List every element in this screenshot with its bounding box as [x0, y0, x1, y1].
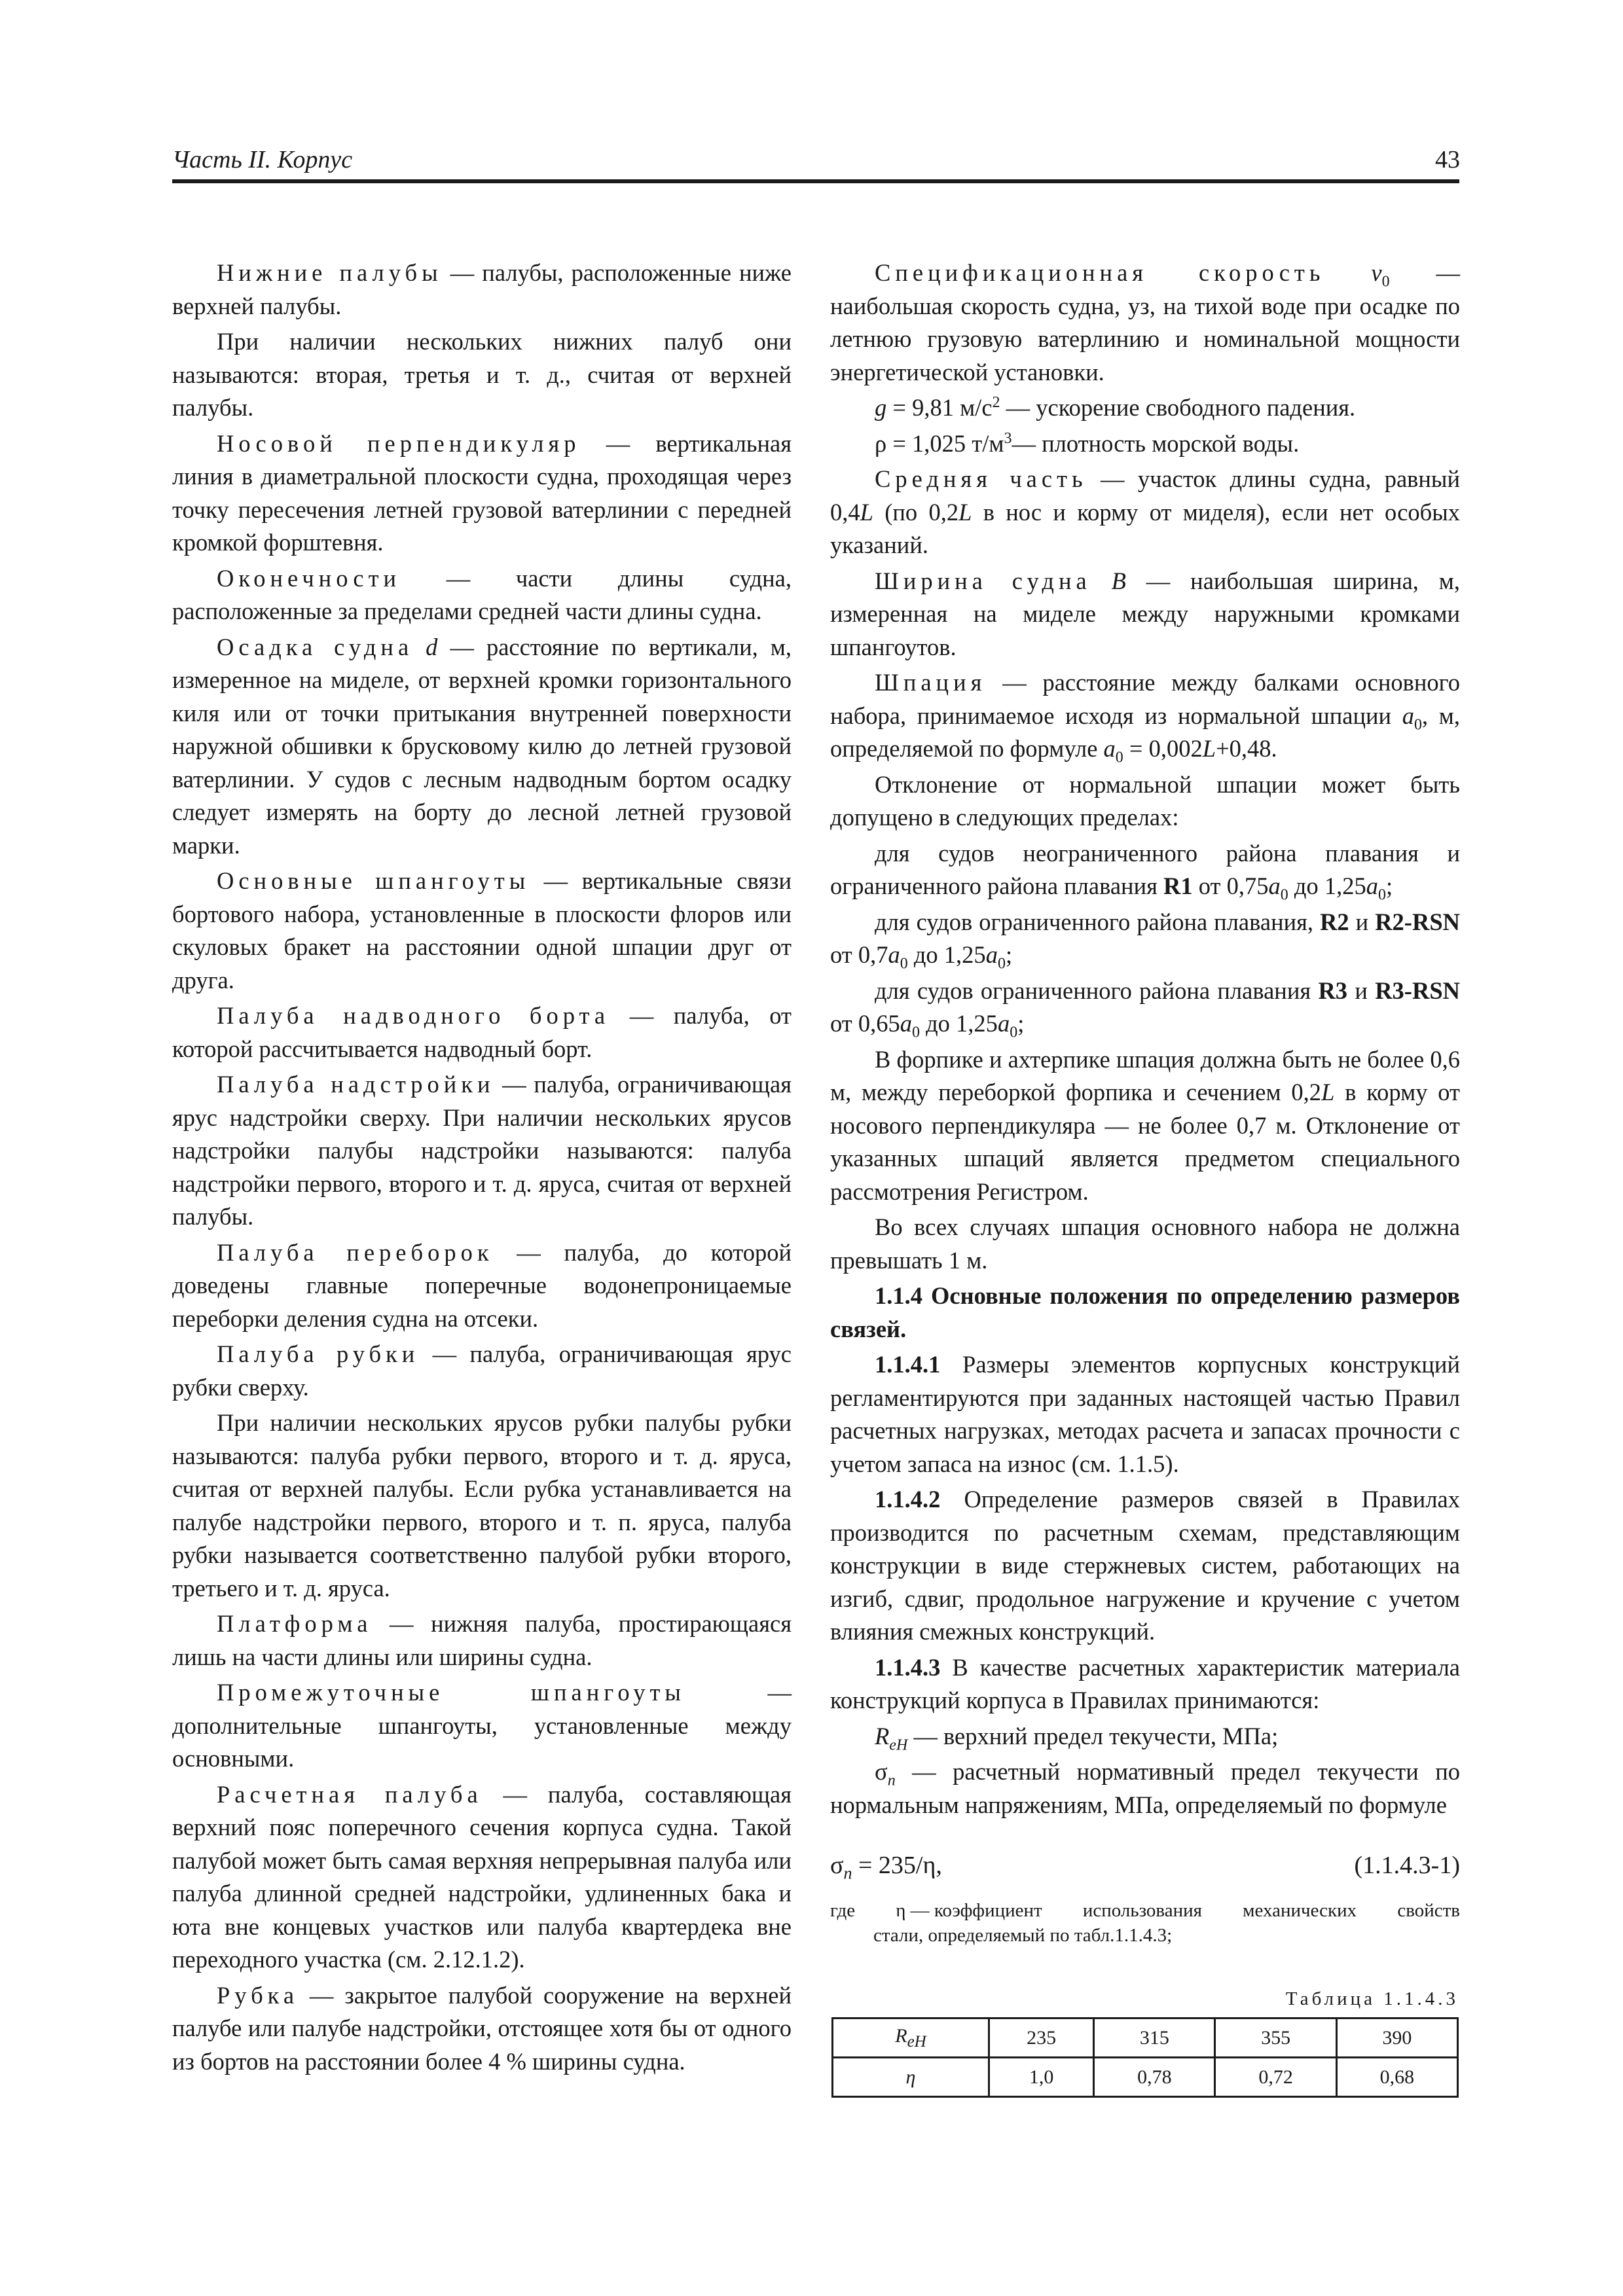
definition-yield-stress: $R_{eH}$ — верхний предел текучести, МПа; [875, 1722, 1279, 1753]
table-row [833, 2058, 1458, 2097]
term: Палуба надводного борта [217, 1002, 610, 1029]
term: Промежуточные шпангоуты [217, 1679, 685, 1706]
term: Средняя часть [875, 465, 1087, 492]
term: Основные шпангоуты [217, 867, 530, 894]
spacing-limit-r2: для судов ограниченного района плавания, R2 и R2-RSN от $0,7a_0$ до $1,25a_0$; [830, 908, 1460, 973]
paragraph: В форпике и ахтерпике шпация должна быть не более 0,6 м, между переборкой форпика и сечением 0,2L в корму от носового перпендикуляра — не более 0,7 м. Отклонение от указанных шпаций является предметом специального рассмотрения Регистром. [830, 1045, 1460, 1205]
eta-table [831, 2017, 1459, 2098]
left-column [172, 257, 792, 2081]
table-caption: Таблица 1.1.4.3 [1285, 1988, 1459, 2009]
paragraph: При наличии нескольких ярусов рубки палубы рубки называются: палуба рубки первого, второго и т. д. яруса, считая от верхней палубы. Если рубка устанавливается на палубе надстройки первого, второго и т. п. яруса, палуба рубки называется соответственно палубой рубки второго, третьего и т. д. яруса. [172, 1409, 792, 1602]
definition-platform: Платформа — нижняя палуба, простирающаяся лишь на части длины или ширины судна. [172, 1610, 792, 1670]
term: Осадка судна [217, 633, 414, 660]
table-cell: 390 [1336, 2018, 1457, 2058]
definition-deckhouse-deck: Палуба рубки — палуба, ограничивающая ярус рубки сверху. [172, 1340, 792, 1401]
formula-1-1-4-3-1: $\sigma_n = 235/\eta$, (1.1.4.3-1) [830, 1852, 1460, 1883]
definition-freeboard-deck: Палуба надводного борта — палуба, от которой рассчитывается надводный борт. [172, 1002, 792, 1062]
definition-lower-decks: Нижние палубы — палубы, расположенные ниже верхней палубы. [172, 259, 792, 319]
definition-bulkhead-deck: Палуба переборок — палуба, до которой доведены главные поперечные водонепроницаемые переборки деления судна на отсеки. [172, 1238, 792, 1332]
term: Спецификационная скорость [875, 259, 1325, 286]
table-cell: 1,0 [989, 2058, 1094, 2097]
definition-midship: Средняя часть — участок длины судна, равный 0,4L (по 0,2L в нос и корму от миделя), если нет особых указаний. [830, 465, 1460, 558]
page-number: 43 [1435, 146, 1460, 173]
term: Оконечности [217, 564, 401, 592]
term: Шпация [875, 669, 987, 696]
table-header-cell: $R_{eH}$ [833, 2018, 989, 2058]
paragraph: При наличии нескольких нижних палуб они называются: вторая, третья и т. д., считая от верхней палубы. [172, 328, 792, 421]
spacing-limit-r3: для судов ограниченного района плавания R3 и R3-RSN от $0,65a_0$ до $1,25a_0$; [830, 977, 1460, 1041]
definition-service-speed: Спецификационная скорость $v_0$ — наибольшая скорость судна, уз, на тихой воде при осадке по летнюю грузовую ватерлинию и номинальной мощности энергетической установки. [830, 259, 1460, 386]
table-cell: 315 [1094, 2018, 1215, 2058]
clause-1-1-4-1: 1.1.4.1 Размеры элементов корпусных конструкций регламентируются при заданных настоящей частью Правил расчетных нагрузках, методах расчета и запасах прочности с учетом запаса на износ (см. 1.1.5). [830, 1351, 1460, 1477]
clause-1-1-4-2: 1.1.4.2 Определение размеров связей в Правилах производится по расчетным схемам, представляющим конструкции в виде стержневых систем, работающих на изгиб, сдвиг, продольное нагружение и кручение с учетом влияния смежных конструкций. [830, 1486, 1460, 1645]
definition-density: ρ = 1,025 $т/м^3—$ плотность морской воды. [875, 429, 1300, 457]
table-cell: 235 [989, 2018, 1094, 2058]
term: Нижние палубы [217, 259, 443, 286]
definition-breadth: Ширина судна B — наибольшая ширина, м, измеренная на миделе между наружными кромками шпангоутов. [830, 567, 1460, 660]
definition-main-frames: Основные шпангоуты — вертикальные связи бортового набора, установленные в плоскости флоров или скуловых бракет на расстоянии одной шпации друг от друга. [172, 867, 792, 994]
definition-fore-perpendicular: Носовой перпендикуляр — вертикальная линия в диаметральной плоскости судна, проходящая через точку пересечения летней грузовой ватерлинии с передней кромкой форштевня. [172, 429, 792, 556]
term: Палуба переборок [217, 1238, 494, 1266]
term: Ширина судна [875, 567, 1091, 594]
term: Рубка [217, 1981, 299, 2009]
paragraph: Отклонение от нормальной шпации может быть допущено в следующих пределах: [830, 770, 1460, 831]
definition-ends: Оконечности — части длины судна, расположенные за пределами средней части длины судна. [172, 564, 792, 624]
formula-number: (1.1.4.3-1) [1354, 1852, 1460, 1879]
term: Палуба надстройки [217, 1071, 495, 1098]
definition-spacing: Шпация — расстояние между балками основного набора, принимаемое исходя из нормальной шпации $a_0$, м, определяемой по формуле $a_0 = 0,002L+0,48$. [830, 669, 1460, 766]
term: Платформа [217, 1610, 373, 1637]
table-cell: 0,72 [1215, 2058, 1336, 2097]
paragraph: Во всех случаях шпация основного набора не должна превышать 1 м. [830, 1213, 1460, 1274]
clause-1-1-4-3: 1.1.4.3 В качестве расчетных характеристик материала конструкций корпуса в Правилах принимаются: [830, 1653, 1460, 1713]
term: Носовой перпендикуляр [217, 429, 581, 457]
definition-deckhouse: Рубка — закрытое палубой сооружение на верхней палубе или палубе надстройки, отстоящее хотя бы от одного из бортов на расстоянии более 4 % ширины судна. [172, 1981, 792, 2075]
term: Палуба рубки [217, 1340, 420, 1367]
section-heading: 1.1.4 Основные положения по определению размеров связей. [830, 1282, 1460, 1342]
formula-note: где η — коэффициент использования механических свойств стали, определяемый по табл.1.1.4.3; [830, 1900, 1460, 1946]
definition-intermediate-frames: Промежуточные шпангоуты — дополнительные шпангоуты, установленные между основными. [172, 1679, 792, 1772]
table-cell: 0,68 [1336, 2058, 1457, 2097]
table-header-cell: η [833, 2058, 989, 2097]
header-rule [172, 179, 1459, 183]
definition-gravity: g = 9,81 $м/с^2$ — ускорение свободного падения. [875, 393, 1356, 421]
table-cell: 355 [1215, 2018, 1336, 2058]
term: Расчетная палуба [217, 1780, 483, 1808]
spacing-limit-r1: для судов неограниченного района плавания и ограниченного района плавания R1 от $0,75a_0$ до $1,25a_0$; [830, 839, 1460, 904]
definition-superstructure-deck: Палуба надстройки — палуба, ограничивающая ярус надстройки сверху. При наличии нескольких ярусов надстройки палубы надстройки называются: палуба надстройки первого, второго и т. д. яруса, считая от верхней палубы. [172, 1071, 792, 1230]
running-header: Часть II. Корпус [172, 146, 353, 173]
definition-design-yield: $\sigma_n$ — расчетный нормативный предел текучести по нормальным напряжениям, МПа, определяемый по формуле [830, 1758, 1460, 1818]
table-row [833, 2018, 1458, 2058]
table-cell: 0,78 [1094, 2058, 1215, 2097]
definition-strength-deck: Расчетная палуба — палуба, составляющая верхний пояс поперечного сечения корпуса судна. Такой палубой может быть самая верхняя непрерывная палуба или палуба длинной средней надстройки, удлиненных бака и юта вне концевых участков или палуба квартердека вне переходного участка (см. 2.12.1.2). [172, 1780, 792, 1973]
definition-draught: Осадка судна d — расстояние по вертикали, м, измеренное на миделе, от верхней кромки горизонтального киля или от точки притыкания внутренней поверхности наружной обшивки к брусковому килю до летней грузовой ватерлинии. У судов с лесным надводным бортом осадку следует измерять на борту до лесной летней грузовой марки. [172, 633, 792, 859]
right-column [830, 257, 1460, 1824]
